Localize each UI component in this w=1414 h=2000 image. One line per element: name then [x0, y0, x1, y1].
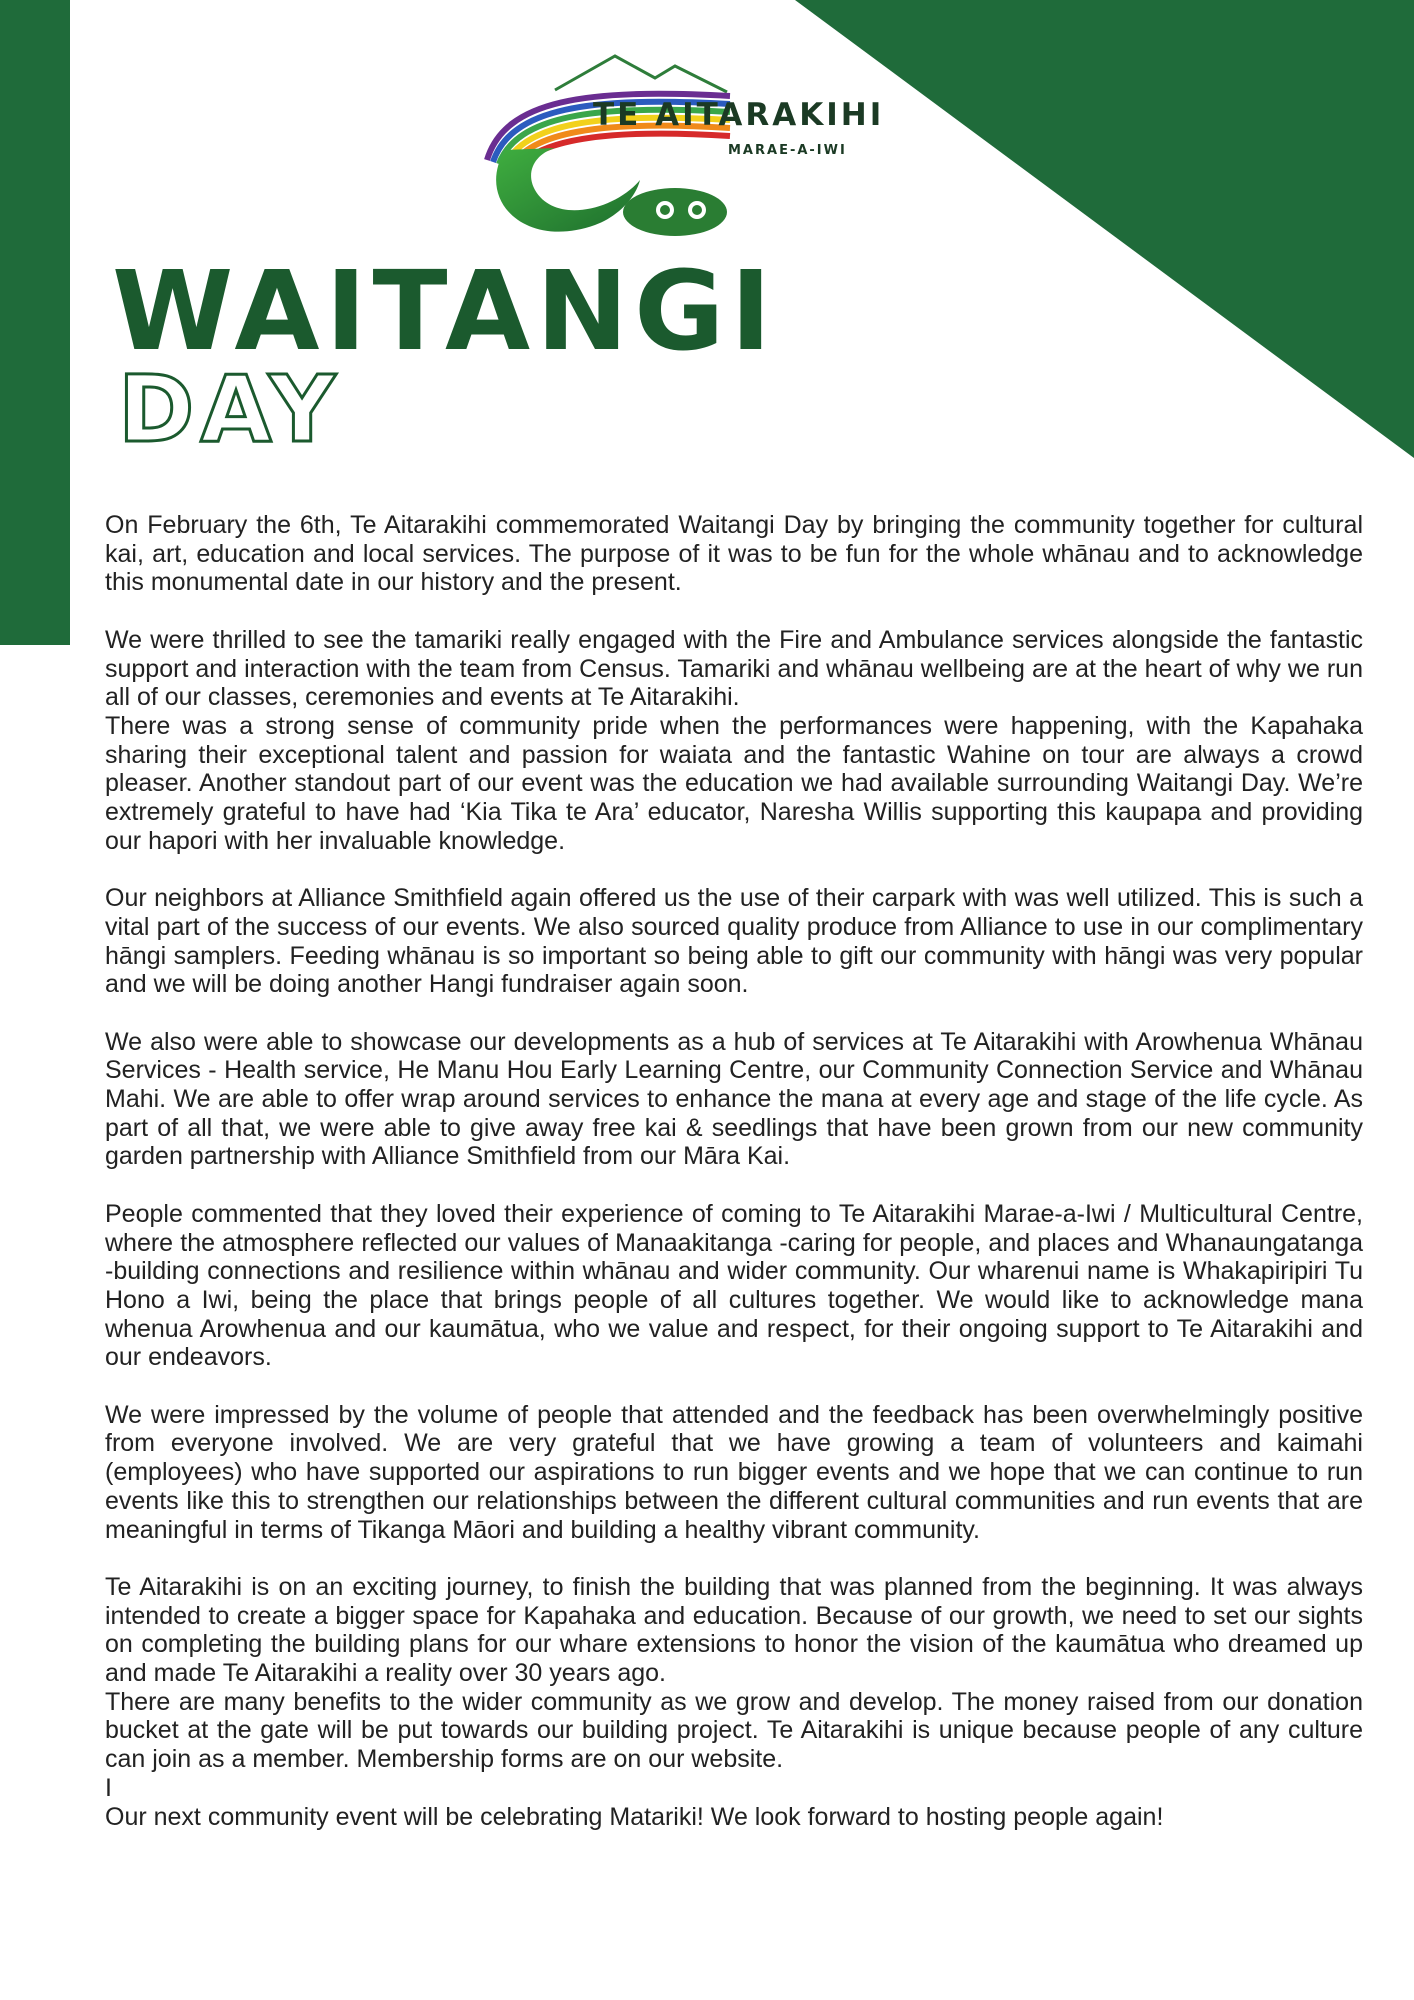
- paragraph: On February the 6th, Te Aitarakihi commemorated Waitangi Day by bringing the community together for cultural kai, art, education and local services. The purpose of it was to be fun for the whole whānau and to acknowledge this monumental date in our history and the present.: [105, 511, 1363, 597]
- closing-paragraph: Our next community event will be celebrating Matariki! We look forward to hosting people again!: [105, 1802, 1164, 1831]
- paragraph: We were thrilled to see the tamariki really engaged with the Fire and Ambulance services alongside the fantastic support and interaction with the team from Census. Tamariki and whānau wellbeing are at the heart of why we run all of our classes, ceremonies and events at Te Aitarakihi.: [105, 625, 1363, 712]
- paragraph: We were impressed by the volume of people that attended and the feedback has been overwhelmingly positive from everyone involved. We are very grateful that we have growing a team of volunteers and kaimahi (employees) who have supported our aspirations to run bigger events and we hope that we can continue to run events like this to strengthen our relationships between the different cultural communities and run events that are meaningful in terms of Tikanga Māori and building a healthy vibrant community.: [105, 1400, 1363, 1544]
- page-title: WAITANGI: [112, 247, 778, 375]
- article-body: [105, 511, 1363, 1831]
- te-aitarakihi-logo: [465, 50, 935, 240]
- paragraph: There are many benefits to the wider community as we grow and develop. The money raised from our donation bucket at the gate will be put towards our building project. Te Aitarakihi is unique because people of any culture can join as a member. Membership forms are on our website.: [105, 1687, 1363, 1774]
- paragraph: Te Aitarakihi is on an exciting journey, to finish the building that was planned from the beginning. It was always intended to create a bigger space for Kapahaka and education. Because of our growth, we need to set our sights on completing the building plans for our whare extensions to honor the vision of the kaumātua who dreamed up and made Te Aitarakihi a reality over 30 years ago.: [105, 1572, 1363, 1688]
- page-subtitle: DAY: [118, 356, 342, 463]
- paragraph: There was a strong sense of community pride when the performances were happening, with the Kapahaka sharing their exceptional talent and passion for waiata and the fantastic Wahine on tour are always a crowd pleaser. Another standout part of our event was the education we had available surrounding Waitangi Day. We’re extremely grateful to have had ‘Kia Tika te Ara’ educator, Naresha Willis supporting this kaupapa and providing our hapori with her invaluable knowledge.: [105, 711, 1363, 855]
- paragraph: I: [105, 1773, 112, 1802]
- paragraph: People commented that they loved their experience of coming to Te Aitarakihi Marae-a-Iwi / Multicultural Centre, where the atmosphere reflected our values of Manaakitanga -caring for people, and places and Whanaungatanga -building connections and resilience within whānau and wider community. Our wharenui name is Whakapiripiri Tu Hono a Iwi, being the place that brings people of all cultures together. We would like to acknowledge mana whenua Arowhenua and our kaumātua, who we value and respect, for their ongoing support to Te Aitarakihi and our endeavors.: [105, 1199, 1363, 1372]
- logo-name: TE AITARAKIHI: [593, 97, 885, 133]
- paragraph: Our neighbors at Alliance Smithfield again offered us the use of their carpark with was well utilized. This is such a vital part of the success of our events. We also sourced quality produce from Alliance to use in our complimentary hāngi samplers. Feeding whānau is so important so being able to gift our community with hāngi was very popular and we will be doing another Hangi fundraiser again soon.: [105, 884, 1363, 999]
- paragraph: We also were able to showcase our developments as a hub of services at Te Aitarakihi with Arowhenua Whānau Services - Health service, He Manu Hou Early Learning Centre, our Community Connection Service and Whānau Mahi. We are able to offer wrap around services to enhance the mana at every age and stage of the life cycle. As part of all that, we were able to give away free kai & seedlings that have been grown from our new community garden partnership with Alliance Smithfield from our Māra Kai.: [105, 1027, 1363, 1171]
- logo-tagline: MARAE-A-IWI: [728, 143, 847, 158]
